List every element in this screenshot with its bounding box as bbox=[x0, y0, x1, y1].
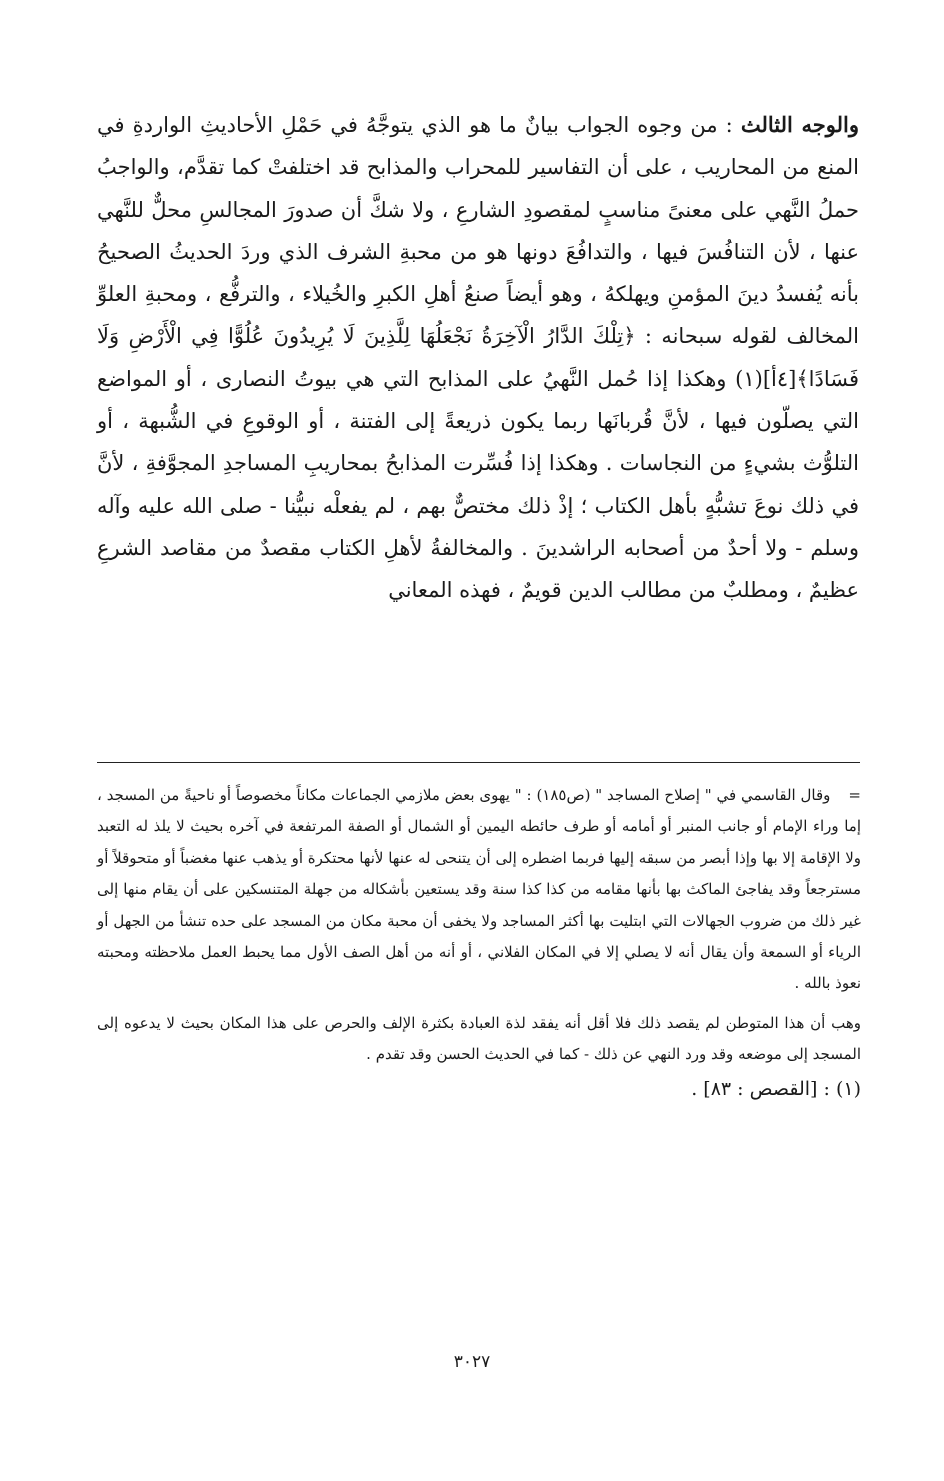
footnote-divider bbox=[97, 762, 860, 763]
footnotes-section bbox=[97, 780, 861, 1105]
section-heading: والوجه الثالث bbox=[740, 112, 860, 137]
footnote-continuation-text: وقال القاسمي في " إصلاح المساجد " (ص١٨٥) : " يهوى بعض ملازمي الجماعات مكاناً مخصوصاً أو ناحيةً من المسجد ، إما وراء الإمام أو جانب المنبر أو أمامه أو طرف حائطه اليمين أو الشمال أو الصفة المرتفعة في آخره بحيث لا يلذ له التعبد ولا الإقامة إلا بها وإذا أبصر من سبقه إليها فربما اضطره إلى أن يتنحى له عنها لأنها محتكرة أو يذهب عنها مغضباً أو متحوقلاً أو مسترجعاً وقد يفاجئ الماكث بها بأنها مقامه من كذا كذا سنة وقد يستعين بأشكاله من جهلة المتنسكين على أن يقام منها إلى غير ذلك من ضروب الجهالات التي ابتليت بها أكثر المساجد ولا يخفى أن محبة مكان من المسجد على حده تنشأ من الجهل أو الرياء أو السمعة وأن يقال أنه لا يصلي إلا في المكان الفلاني ، أو أنه من أهل الصف الأول مما يحبط العمل ملاحظته ومحبته نعوذ بالله . bbox=[97, 786, 861, 993]
footnote-second-paragraph: وهب أن هذا المتوطن لم يقصد ذلك فلا أقل أنه يفقد لذة العبادة بكثرة الإلف والحرص على هذا المكان بحيث لا يدعوه إلى المسجد إلى موضعه وقد ورد النهي عن ذلك - كما في الحديث الحسن وقد تقدم . bbox=[97, 1013, 862, 1064]
footnote-ref-1: (١) : [القصص : ٨٣] . bbox=[691, 1077, 861, 1100]
page-number: ٣٠٢٧ bbox=[453, 1352, 491, 1372]
footnote-continuation-marker: = bbox=[848, 786, 861, 804]
footnote-continuation bbox=[97, 780, 861, 1000]
main-paragraph: : من وجوه الجواب بيانٌ ما هو الذي يتوجَّهُ في حَمْلِ الأحاديثِ الواردةِ في المنع من المحاريب ، على أن التفاسير للمحراب والمذابح قد اختلفتْ كما تقدَّم، والواجبُ حملُ النَّهي على معنىً مناسبٍ لمقصودِ الشارعِ ، ولا شكَّ أن صدورَ المجالسِ محلٌّ للنَّهي عنها ، لأن التنافُسَ فيها ، والتدافُعَ دونها هو من محبةِ الشرف الذي وردَ الحديثُ الصحيحُ بأنه يُفسدُ دينَ المؤمنِ ويهلكهُ ، وهو أيضاً صنعُ أهلِ الكبرِ والخُيلاء ، والترفُّع ، ومحبةِ العلوِّ المخالف لقوله سبحانه : ﴿تِلْكَ الدَّارُ الْآخِرَةُ نَجْعَلُهَا لِلَّذِينَ لَا يُرِيدُونَ عُلُوًّا فِي الْأَرْضِ وَلَا فَسَادًا﴾[٤أ](١) وهكذا إذا حُمل النَّهيُ على المذابح التي هي بيوتُ النصارى ، أو المواضع التي يصلّون فيها ، لأنَّ قُربانَها ربما يكون ذريعةً إلى الفتنة ، أو الوقوعِ في الشُّبهة ، أو التلوُّث بشيءٍ من النجاسات . وهكذا إذا فُسِّرت المذابحُ بمحاريبِ المساجدِ المجوَّفةِ ، لأنَّ في ذلك نوعَ تشبُّهٍ بأهل الكتاب ؛ إذْ ذلك مختصٌّ بهم ، لم يفعلْه نبيُّنا - صلى الله عليه وآله وسلم - ولا أحدٌ من أصحابه الراشدينَ . والمخالفةُ لأهلِ الكتاب مقصدٌ من مقاصد الشرعِ عظيمٌ ، ومطلبٌ من مطالب الدين قويمٌ ، فهذه المعاني bbox=[97, 113, 859, 603]
main-body-text bbox=[97, 104, 859, 612]
